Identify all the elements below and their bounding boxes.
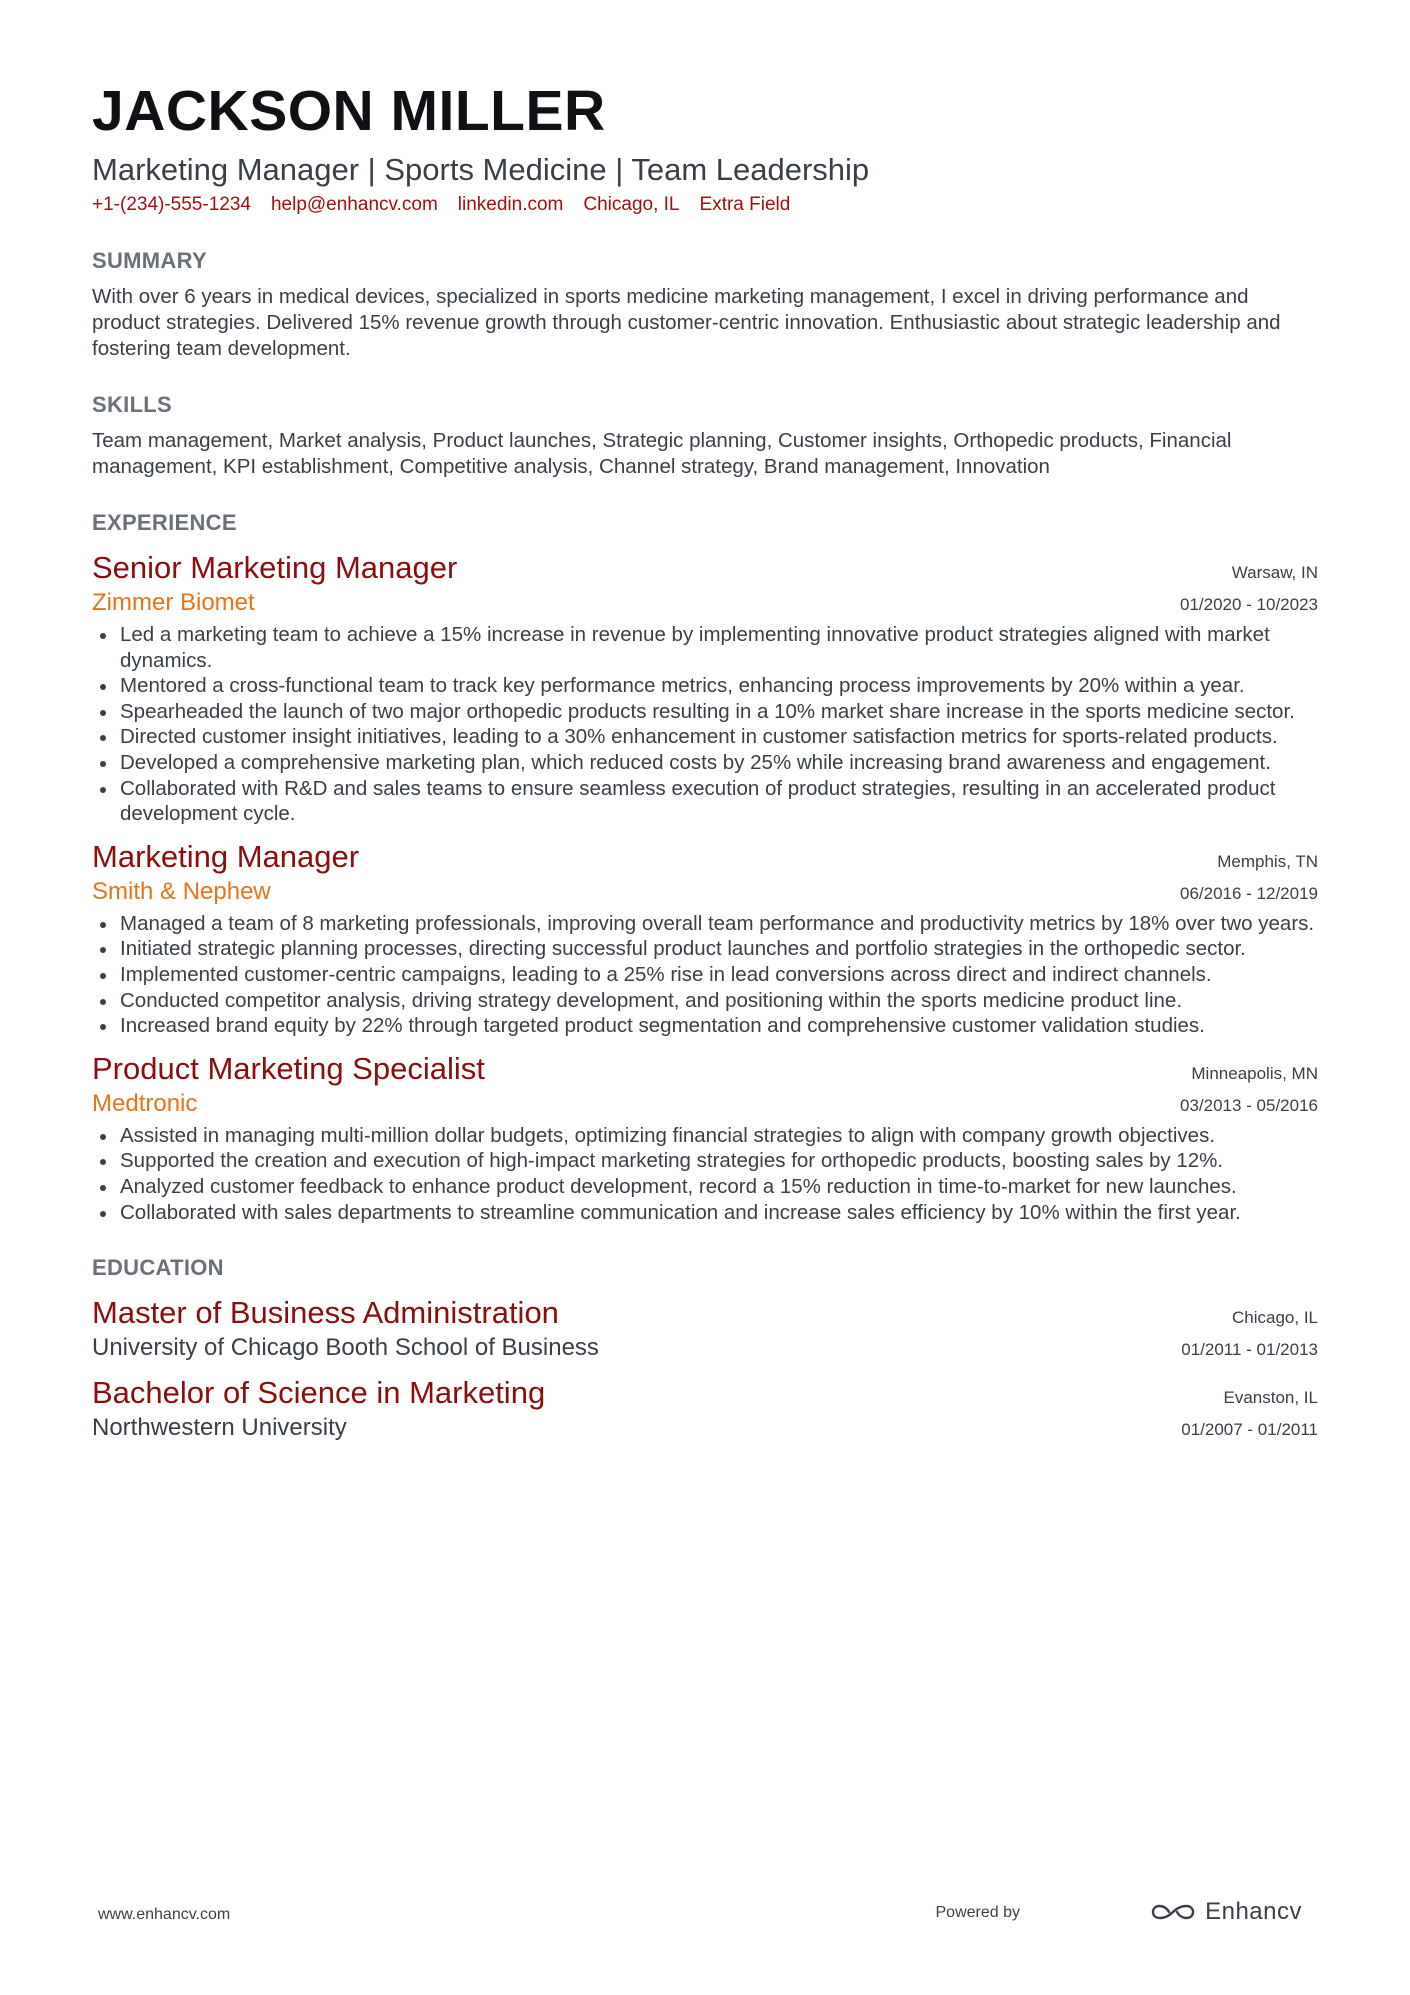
brand-name: Enhancv xyxy=(1205,1898,1302,1925)
job-entry xyxy=(92,548,1318,827)
education-dates: 01/2011 - 01/2013 xyxy=(1181,1340,1318,1360)
job-role: Senior Marketing Manager xyxy=(92,550,458,585)
job-location: Warsaw, IN xyxy=(1231,563,1318,582)
job-bullet: Collaborated with sales departments to streamline communication and increase sales efficiency by 10% within the first year. xyxy=(92,1200,1318,1226)
contact-email[interactable]: help@enhancv.com xyxy=(270,194,438,215)
job-bullet: Analyzed customer feedback to enhance product development, record a 15% reduction in time-to-market for new launches. xyxy=(92,1174,1318,1200)
contact-extra: Extra Field xyxy=(699,194,791,215)
skills-section xyxy=(92,390,1318,480)
contact-linkedin[interactable]: linkedin.com xyxy=(457,194,564,215)
enhancv-logo-icon xyxy=(1149,1899,1197,1925)
experience-title: EXPERIENCE xyxy=(92,510,237,535)
job-bullet: Spearheaded the launch of two major orthopedic products resulting in a 10% market share increase in the sports medicine sector. xyxy=(92,699,1318,725)
job-bullet: Initiated strategic planning processes, directing successful product launches and portfolio strategies in the orthopedic sector. xyxy=(92,936,1318,962)
education-title: EDUCATION xyxy=(92,1255,224,1281)
education-section xyxy=(92,1253,1318,1443)
job-role: Product Marketing Specialist xyxy=(92,1050,485,1086)
footer-url[interactable]: www.enhancv.com xyxy=(98,1906,231,1923)
candidate-name: JACKSON MILLER xyxy=(92,79,606,143)
job-bullet: Managed a team of 8 marketing professionals, improving overall team performance and productivity metrics by 18% over two years. xyxy=(92,911,1318,937)
job-location: Minneapolis, MN xyxy=(1191,1063,1318,1083)
job-dates: 03/2013 - 05/2016 xyxy=(1179,1095,1318,1115)
job-bullet: Assisted in managing multi-million dollar budgets, optimizing financial strategies to align with company growth objectives. xyxy=(92,1123,1318,1149)
brand-link[interactable] xyxy=(1149,1898,1302,1926)
education-entry xyxy=(92,1373,1318,1443)
contact-bar xyxy=(92,192,1318,218)
job-bullets xyxy=(92,911,1318,1039)
skills-text: Team management, Market analysis, Product launches, Strategic planning, Customer insights, Orthopedic products, Financial management, KPI establishment, Competitive analysis, Channel strategy, Brand management, Innovation xyxy=(92,429,1232,478)
job-bullet: Supported the creation and execution of high-impact marketing strategies for orthopedic products, boosting sales by 12%. xyxy=(92,1148,1318,1174)
job-bullets xyxy=(92,1123,1318,1225)
job-company: Zimmer Biomet xyxy=(92,589,255,616)
contact-phone[interactable]: +1-(234)-555-1234 xyxy=(92,194,251,215)
summary-section xyxy=(92,246,1318,362)
job-bullet: Conducted competitor analysis, driving strategy development, and positioning within the sports medicine product line. xyxy=(92,988,1318,1014)
job-bullet: Developed a comprehensive marketing plan, which reduced costs by 25% while increasing brand awareness and engagement. xyxy=(92,750,1318,776)
job-bullet: Led a marketing team to achieve a 15% increase in revenue by implementing innovative product strategies aligned with market dynamics. xyxy=(92,622,1318,673)
education-location: Chicago, IL xyxy=(1232,1308,1318,1328)
job-entry xyxy=(92,1049,1318,1225)
education-degree: Bachelor of Science in Marketing xyxy=(92,1375,546,1411)
footer xyxy=(0,1898,1410,1938)
summary-title: SUMMARY xyxy=(92,248,207,273)
job-company: Smith & Nephew xyxy=(92,877,271,905)
job-bullets xyxy=(92,622,1318,827)
job-location: Memphis, TN xyxy=(1217,851,1318,871)
contact-location: Chicago, IL xyxy=(583,194,680,215)
education-school: University of Chicago Booth School of Business xyxy=(92,1334,599,1362)
education-dates: 01/2007 - 01/2011 xyxy=(1181,1420,1318,1440)
job-bullet: Increased brand equity by 22% through targeted product segmentation and comprehensive customer validation studies. xyxy=(92,1013,1318,1039)
job-role: Marketing Manager xyxy=(92,838,360,874)
education-location: Evanston, IL xyxy=(1223,1388,1318,1408)
powered-by-label: Powered by xyxy=(935,1904,1020,1921)
job-bullet: Directed customer insight initiatives, leading to a 30% enhancement in customer satisfaction metrics for sports-related products. xyxy=(92,724,1318,750)
job-bullet: Collaborated with R&D and sales teams to ensure seamless execution of product strategies, resulting in an accelerated product development cycle. xyxy=(92,776,1318,827)
education-degree: Master of Business Administration xyxy=(92,1295,559,1331)
education-school: Northwestern University xyxy=(92,1414,347,1442)
job-bullet: Implemented customer-centric campaigns, leading to a 25% rise in lead conversions across direct and indirect channels. xyxy=(92,962,1318,988)
job-company: Medtronic xyxy=(92,1089,198,1117)
job-dates: 01/2020 - 10/2023 xyxy=(1179,595,1318,614)
job-entry xyxy=(92,837,1318,1039)
headline: Marketing Manager | Sports Medicine | Team Leadership xyxy=(92,152,870,187)
job-dates: 06/2016 - 12/2019 xyxy=(1179,883,1318,903)
experience-section xyxy=(92,508,1318,1225)
education-entry xyxy=(92,1293,1318,1363)
summary-text: With over 6 years in medical devices, specialized in sports medicine marketing management, I excel in driving performance and product strategies. Delivered 15% revenue growth through customer-centric innovation. Enthusiastic about strategic leadership and fostering team development. xyxy=(92,285,1281,360)
job-bullet: Mentored a cross-functional team to track key performance metrics, enhancing process improvements by 20% within a year. xyxy=(92,673,1318,699)
skills-title: SKILLS xyxy=(92,392,173,417)
